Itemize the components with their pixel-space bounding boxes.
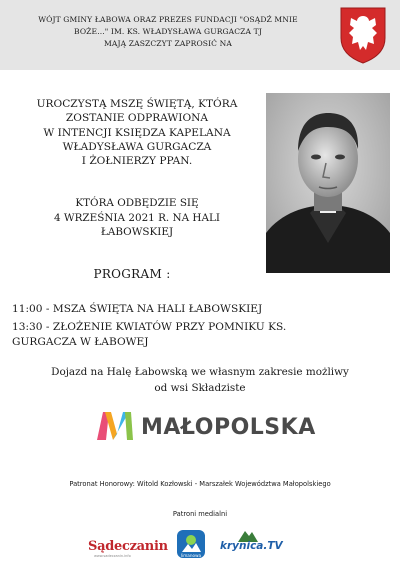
malopolska-m-icon: [95, 408, 135, 442]
sadeczanin-logo: [88, 528, 168, 560]
mass-line: W INTENCJI KSIĘDZA KAPELANA: [43, 126, 231, 139]
mass-line: I ŻOŁNIERZY PPAN.: [81, 155, 193, 168]
when-line: ŁABOWSKIEJ: [100, 226, 174, 238]
malopolska-logo: [95, 408, 325, 448]
header-line: MAJĄ ZASZCZYT ZAPROSIĆ NA: [104, 39, 232, 48]
program-title: PROGRAM :: [93, 267, 171, 281]
when-line: KTÓRA ODBĘDZIE SIĘ: [75, 197, 199, 209]
limanowa-text: limanowa: [180, 553, 202, 558]
mass-description: [12, 97, 262, 168]
media-patrons-label: Patroni medialni: [172, 510, 228, 518]
sadeczanin-name: Sądeczanin: [88, 539, 168, 554]
access-note: [0, 364, 400, 396]
program-line: 13:30 - ZŁOŻENIE KWIATÓW PRZY POMNIKU KS.: [12, 321, 287, 333]
malopolska-logo-text: MAŁOPOLSKA: [141, 415, 316, 440]
access-line: od wsi Składziste: [154, 382, 246, 394]
program-item-mass: 11:00 - MSZA ŚWIĘTA NA HALI ŁABOWSKIEJ: [12, 303, 263, 315]
honorary-patronage: Patronat Honorowy: Witold Kozłowski - Marszałek Województwa Małopolskiego: [69, 480, 331, 488]
mass-line: ZOSTANIE ODPRAWIONA: [65, 112, 209, 125]
program-item-flowers: [12, 320, 392, 349]
krynica-tv-name: krynica.TV: [220, 540, 283, 552]
header-line: WÓJT GMINY ŁABOWA ORAZ PREZES FUNDACJI "OSĄDŹ MNIE: [38, 15, 298, 24]
limanowa-logo: [176, 528, 206, 560]
program-line: GURGACZA W ŁABOWEJ: [12, 335, 149, 348]
invitation-header: [18, 14, 318, 50]
header-line: BOŻE..." IM. KS. WŁADYSŁAWA GURGACZA TJ: [74, 27, 262, 36]
header-band: [0, 0, 400, 70]
mass-line: WŁADYSŁAWA GURGACZA: [62, 140, 212, 153]
when-line: 4 WRZEŚNIA 2021 R. NA HALI: [54, 211, 220, 224]
mass-line: UROCZYSTĄ MSZĘ ŚWIĘTĄ, KTÓRA: [36, 98, 238, 110]
limanowa-badge-icon: [176, 528, 206, 560]
event-date-place: [12, 196, 262, 240]
sadeczanin-url: www.sadeczanin.info: [94, 554, 131, 558]
coat-of-arms-icon: [338, 6, 388, 64]
krynica-tv-logo: [220, 528, 283, 560]
priest-portrait: [266, 93, 390, 273]
access-line: Dojazd na Halę Łabowską we własnym zakresie możliwy: [51, 366, 349, 378]
